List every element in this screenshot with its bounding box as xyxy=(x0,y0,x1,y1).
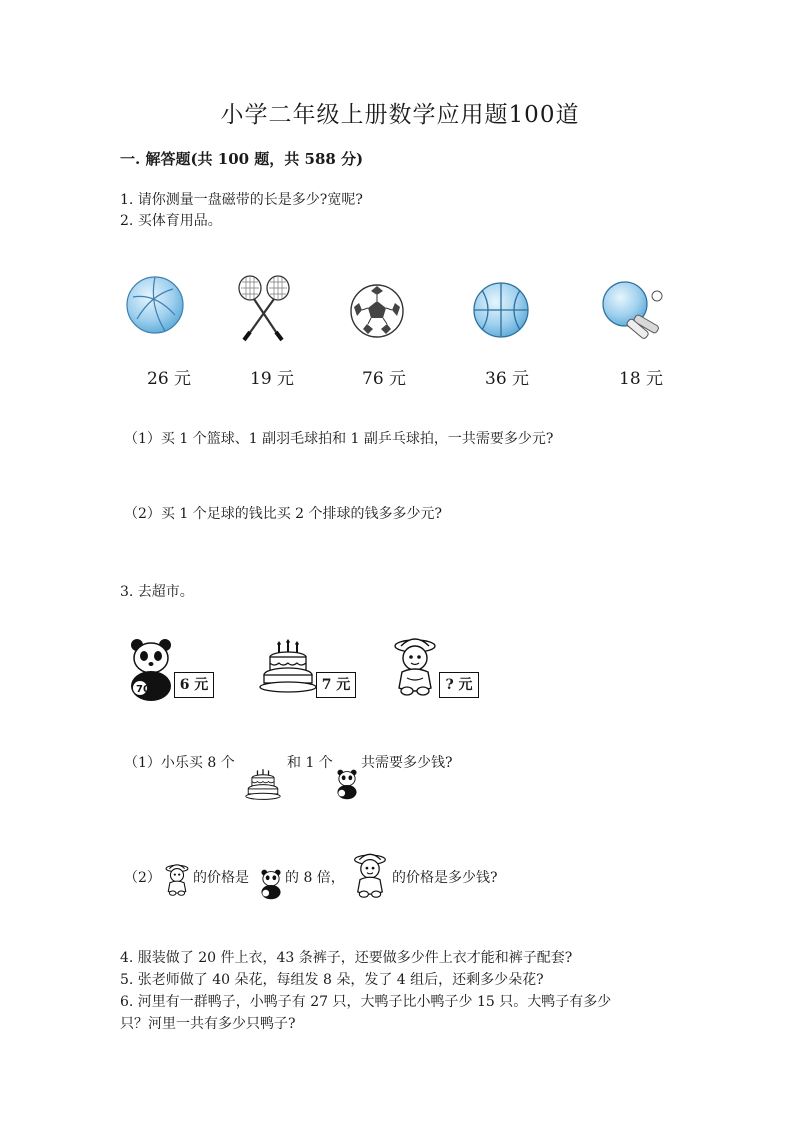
ping-pong-paddle-icon xyxy=(597,278,667,336)
price-ping-pong: 18 元 xyxy=(619,369,664,389)
question-6-line-2: 只？河里一共有多少只鸭子? xyxy=(120,1016,296,1032)
price-volleyball: 26 元 xyxy=(147,369,192,389)
question-3-part-2-a: （2） xyxy=(124,870,161,886)
question-3-part-2-c: 的 8 倍， xyxy=(285,870,345,886)
panda-toy-icon xyxy=(260,868,282,900)
question-3-part-1-a: （1）小乐买 8 个 xyxy=(124,755,235,771)
question-1: 1. 请你测量一盘磁带的长是多少?宽呢? xyxy=(120,192,363,208)
cake-icon xyxy=(259,641,317,693)
svg-text:70: 70 xyxy=(136,684,150,695)
question-2-part-2: （2）买 1 个足球的钱比买 2 个排球的钱多多少元? xyxy=(124,506,443,522)
price-box-doll: ? 元 xyxy=(439,672,479,698)
question-2: 2. 买体育用品。 xyxy=(120,213,222,229)
doll-icon xyxy=(393,636,437,696)
question-3-part-2-b: 的价格是 xyxy=(193,870,249,886)
page-title: 小学二年级上册数学应用题100道 xyxy=(220,102,580,128)
question-3: 3. 去超市。 xyxy=(120,584,194,600)
question-2-part-1: （1）买 1 个篮球、1 副羽毛球拍和 1 副乒乓球拍，一共需要多少元? xyxy=(124,431,554,447)
question-6-line-1: 6. 河里有一群鸭子，小鸭子有 27 只，大鸭子比小鸭子少 15 只。大鸭子有多少 xyxy=(120,994,612,1010)
question-3-part-1-b: 和 1 个 xyxy=(287,755,333,771)
question-3-part-1-c: 共需要多少钱? xyxy=(361,755,453,771)
price-box-panda: 6 元 xyxy=(174,672,214,698)
basketball-icon xyxy=(472,281,530,339)
panda-toy-icon xyxy=(128,636,174,702)
cake-icon xyxy=(245,768,281,800)
doll-icon xyxy=(353,852,387,898)
price-basketball: 36 元 xyxy=(485,369,530,389)
question-4: 4. 服装做了 20 件上衣，43 条裤子，还要做多少件上衣才能和裤子配套? xyxy=(120,950,573,966)
doll-icon xyxy=(165,863,189,896)
question-5: 5. 张老师做了 40 朵花，每组发 8 朵，发了 4 组后，还剩多少朵花? xyxy=(120,972,544,988)
volleyball-icon xyxy=(125,275,185,335)
soccer-ball-icon xyxy=(349,283,405,339)
badminton-rackets-icon xyxy=(234,274,294,344)
section-heading: 一. 解答题(共 100 题，共 588 分) xyxy=(120,150,364,168)
price-badminton: 19 元 xyxy=(250,369,295,389)
panda-toy-icon xyxy=(336,768,358,800)
question-3-part-2-d: 的价格是多少钱? xyxy=(392,870,498,886)
price-box-cake: 7 元 xyxy=(316,672,356,698)
price-soccer: 76 元 xyxy=(362,369,407,389)
